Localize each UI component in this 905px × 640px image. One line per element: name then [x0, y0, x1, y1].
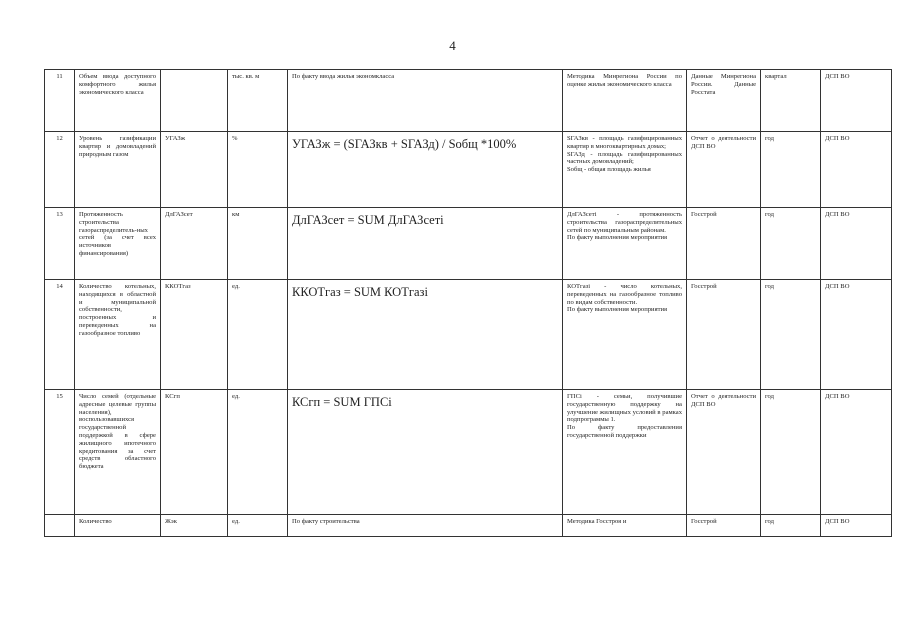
indicator-code: Жэк — [161, 515, 228, 537]
description-line: КОТгазi - число котельных, переведенных на газообразное топливо по видам собственности. — [567, 283, 682, 306]
description-line: Методика Госстроя и — [567, 518, 627, 525]
indicator-code: КСгп — [161, 390, 228, 515]
indicator-name: Протяженность строительства газораспределитель-ных сетей (за счет всех источников финансирования) — [75, 208, 161, 280]
indicator-name: Количество — [75, 515, 161, 537]
calculation-method — [288, 280, 563, 390]
formula-text: КСгп = SUM ГПСi — [292, 395, 392, 409]
unit-of-measure: тыс. кв. м — [228, 70, 288, 132]
indicator-name: Число семей (отдельные адресные целевые группы населения), воспользовавшихся государственной поддержкой в сфере жилищного ипотечного кредитования за счет средств областного бюджета — [75, 390, 161, 515]
responsible-body: ДСП ВО — [821, 280, 892, 390]
calculation-method — [288, 70, 563, 132]
indicator-name: Количество котельных, находящихся в областной и муниципальной собственности, построенных и переведенных на газообразное топливо — [75, 280, 161, 390]
data-source: Отчет о деятельности ДСП ВО — [687, 132, 761, 208]
unit-of-measure: ед. — [228, 515, 288, 537]
reporting-period: квартал — [761, 70, 821, 132]
calculation-method — [288, 515, 563, 537]
method-text: По факту строительства — [292, 518, 360, 525]
row-number: 15 — [45, 390, 75, 515]
table-row — [45, 280, 892, 390]
row-number: 13 — [45, 208, 75, 280]
reporting-period: год — [761, 515, 821, 537]
formula-text: ККОТгаз = SUM КОТгазi — [292, 285, 428, 299]
description-line: ДлГАЗсетi - протяженность строительства газораспределительных сетей по муниципальным районам. — [567, 211, 682, 234]
indicator-code: УГАЗж — [161, 132, 228, 208]
indicator-name: Уровень газификации квартир и домовладений природным газом — [75, 132, 161, 208]
variable-description — [563, 390, 687, 515]
variable-description — [563, 132, 687, 208]
formula-text: ДлГАЗсет = SUM ДлГАЗсетi — [292, 213, 444, 227]
calculation-method — [288, 390, 563, 515]
responsible-body: ДСП ВО — [821, 208, 892, 280]
variable-description — [563, 208, 687, 280]
description-line: По факту выполнения мероприятия — [567, 306, 668, 314]
responsible-body: ДСП ВО — [821, 132, 892, 208]
indicator-name: Объем ввода доступного комфортного жилья экономического класса — [75, 70, 161, 132]
row-number — [45, 515, 75, 537]
row-number: 14 — [45, 280, 75, 390]
variable-description — [563, 280, 687, 390]
table-row — [45, 390, 892, 515]
formula-text: УГАЗж = (SГАЗкв + SГАЗд) / Sобщ *100% — [292, 137, 517, 151]
data-source: Госстрой — [687, 280, 761, 390]
data-source: Госстрой — [687, 515, 761, 537]
data-source: Отчет о деятельности ДСП ВО — [687, 390, 761, 515]
variable-description — [563, 515, 687, 537]
indicators-table — [44, 69, 892, 537]
reporting-period: год — [761, 280, 821, 390]
page-number: 4 — [449, 38, 456, 53]
reporting-period: год — [761, 390, 821, 515]
reporting-period: год — [761, 132, 821, 208]
description-line: SГАЗд - площадь газифицированных частных домовладений; — [567, 150, 682, 166]
description-line: Методика Минрегиона России по оценке жилья экономического класса — [567, 73, 682, 88]
responsible-body: ДСП ВО — [821, 515, 892, 537]
description-line: Sобщ - общая площадь жилья — [567, 166, 651, 174]
description-line: По факту выполнения мероприятия — [567, 234, 668, 242]
description-line: SГАЗкв - площадь газифицированных квартир в многоквартирных домах; — [567, 135, 682, 150]
indicator-code: ККОТгаз — [161, 280, 228, 390]
unit-of-measure: % — [228, 132, 288, 208]
calculation-method — [288, 132, 563, 208]
responsible-body: ДСП ВО — [821, 70, 892, 132]
unit-of-measure: км — [228, 208, 288, 280]
table-row — [45, 515, 892, 537]
data-source: Данные Минрегиона России. Данные Росстата — [687, 70, 761, 132]
row-number: 11 — [45, 70, 75, 132]
data-source: Госстрой — [687, 208, 761, 280]
description-line: ГПСi - семьи, получившие государственную поддержку на улучшение жилищных условий в рамках подпрограммы 1. — [567, 393, 682, 424]
table-row — [45, 70, 892, 132]
reporting-period: год — [761, 208, 821, 280]
unit-of-measure: ед. — [228, 390, 288, 515]
method-text: По факту ввода жилья экономкласса — [292, 73, 395, 80]
responsible-body: ДСП ВО — [821, 390, 892, 515]
unit-of-measure: ед. — [228, 280, 288, 390]
indicator-code — [161, 70, 228, 132]
variable-description — [563, 70, 687, 132]
calculation-method — [288, 208, 563, 280]
description-line: По факту предоставления государственной поддержки — [567, 424, 682, 439]
table-row — [45, 208, 892, 280]
table-row — [45, 132, 892, 208]
row-number: 12 — [45, 132, 75, 208]
indicator-code: ДлГАЗсет — [161, 208, 228, 280]
